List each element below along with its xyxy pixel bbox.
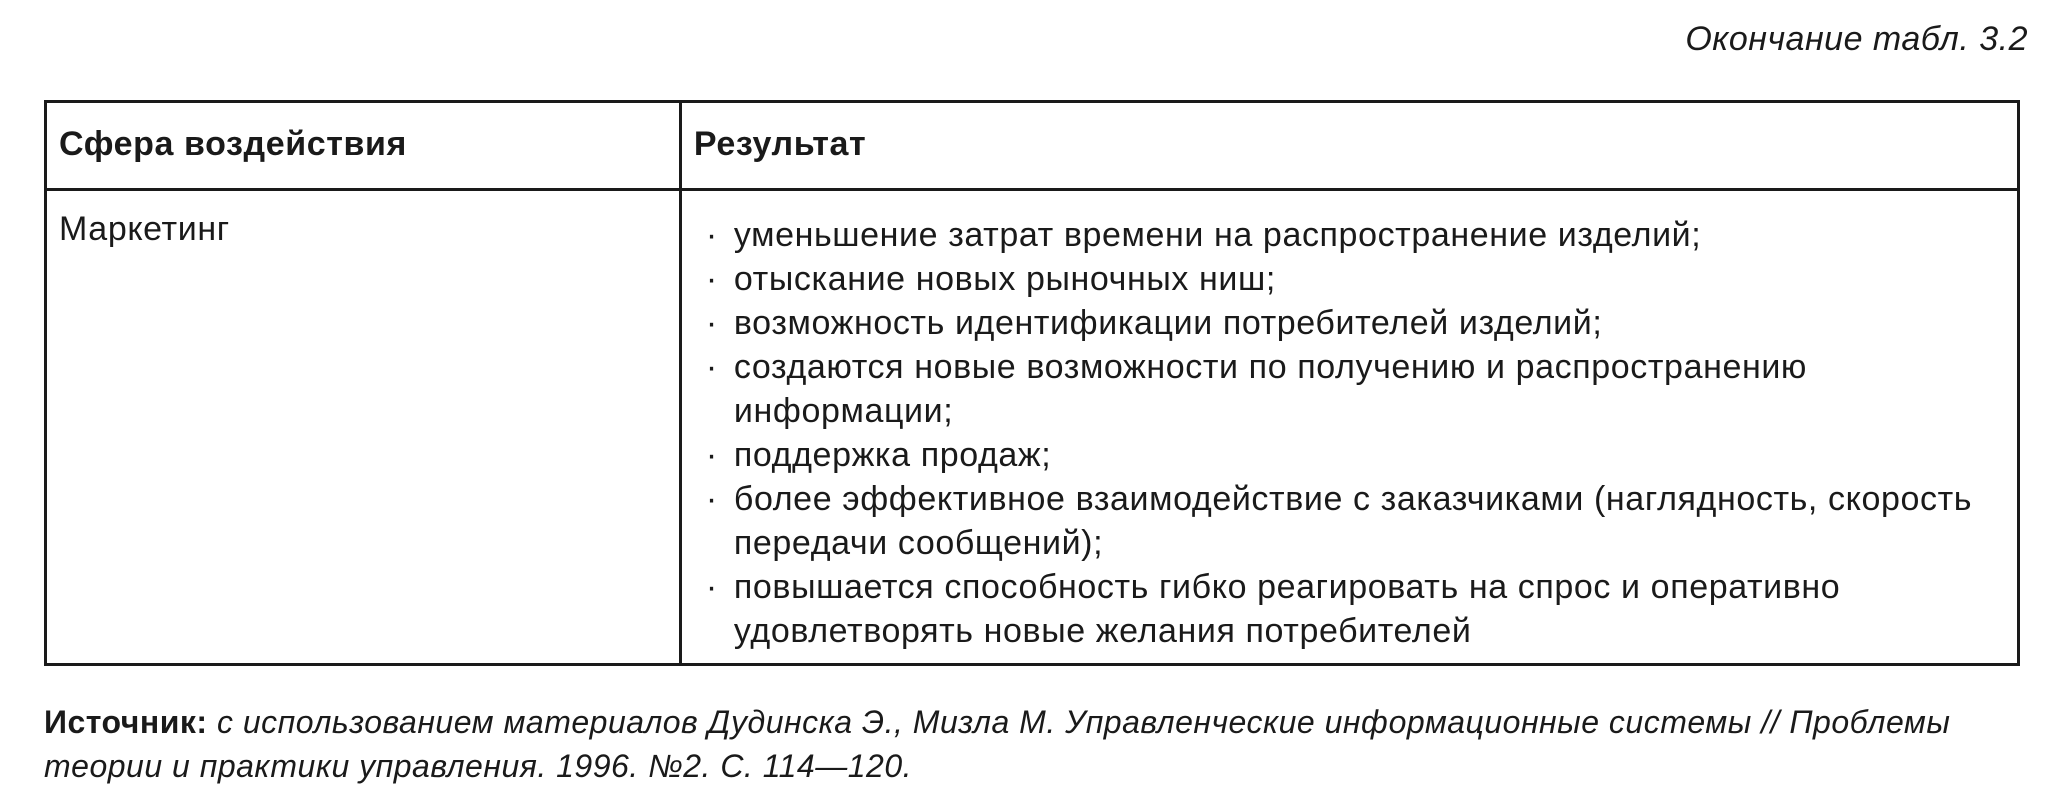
bullet-icon: ·: [705, 348, 718, 386]
bullet-icon: ·: [705, 260, 718, 298]
list-item-text: более эффективное взаимодействие с заказчиками (наглядность, скорость передачи сообщений);: [733, 480, 1973, 562]
list-item: [694, 301, 2005, 345]
list-item-text: повышается способность гибко реагировать на спрос и оперативно удовлетворять новые желания потребителей: [733, 568, 1841, 650]
list-item: [694, 257, 2005, 301]
sphere-cell: Маркетинг: [46, 190, 681, 665]
list-item-text: уменьшение затрат времени на распространение изделий;: [733, 216, 1702, 254]
column-header-sphere: Сфера воздействия: [46, 102, 681, 190]
list-item-text: поддержка продаж;: [733, 436, 1052, 474]
column-header-result: Результат: [680, 102, 2018, 190]
list-item: [694, 213, 2005, 257]
result-list: [694, 207, 2005, 653]
list-item: [694, 345, 2005, 433]
table-header-row: [46, 102, 2019, 190]
bullet-icon: ·: [705, 304, 718, 342]
data-table: [44, 100, 2020, 666]
table-row: [46, 190, 2019, 665]
list-item: [694, 477, 2005, 565]
list-item: [694, 565, 2005, 653]
bullet-icon: ·: [705, 436, 718, 474]
bullet-icon: ·: [705, 480, 718, 518]
list-item: [694, 433, 2005, 477]
result-cell: [680, 190, 2018, 665]
bullet-icon: ·: [705, 216, 718, 254]
list-item-text: отыскание новых рыночных ниш;: [733, 260, 1276, 298]
source-label: Источник:: [44, 704, 208, 740]
source-text: с использованием материалов Дудинска Э., Мизла М. Управленческие информационные системы // Проблемы теории и практики управления. 1996. №2. С. 114—120.: [44, 704, 1951, 784]
list-item-text: создаются новые возможности по получению и распространению информации;: [733, 348, 1808, 430]
bullet-icon: ·: [705, 568, 718, 606]
source-note: [44, 700, 2024, 788]
list-item-text: возможность идентификации потребителей изделий;: [733, 304, 1603, 342]
table-caption: Окончание табл. 3.2: [1685, 20, 2028, 58]
